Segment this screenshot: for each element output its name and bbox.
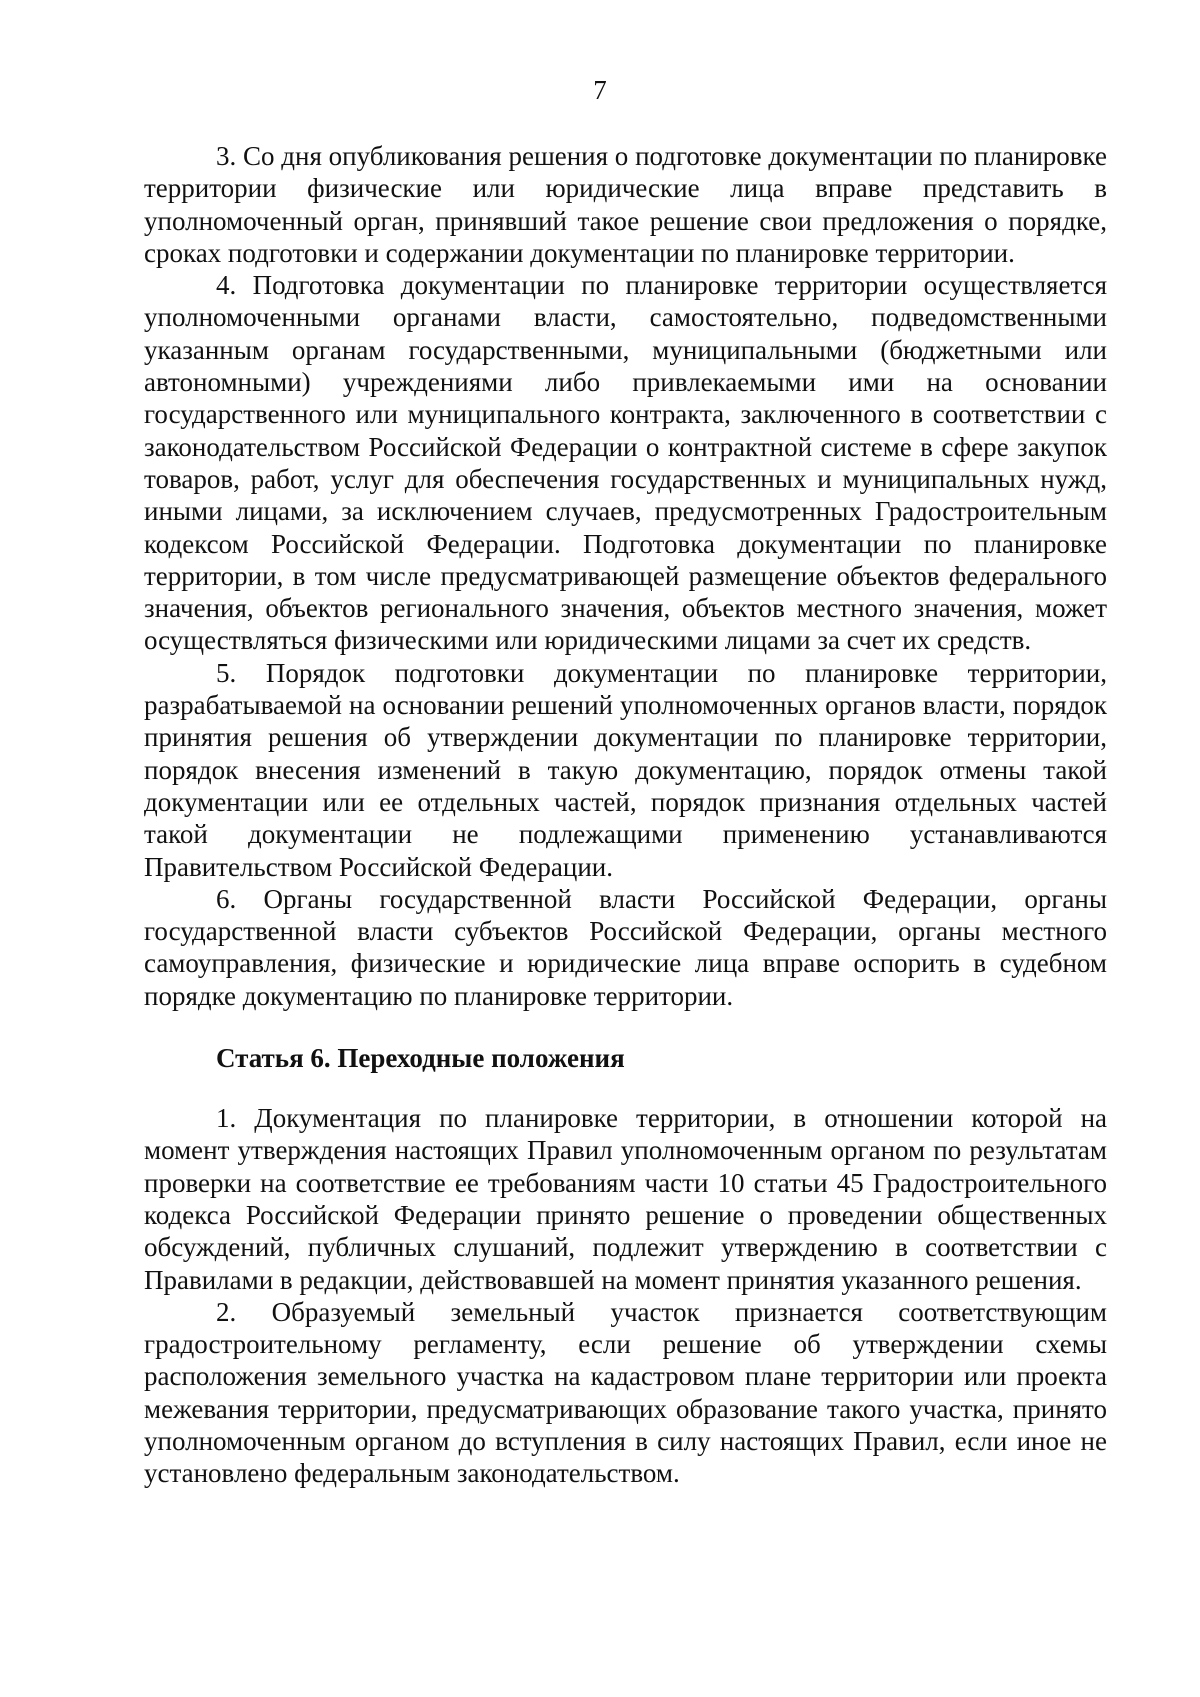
paragraph-item-4: 4. Подготовка документации по планировке территории осуществляется уполномоченными органами власти, самостоятельно, подведомственными указанным органам государственными, муниципальными (бюджетными или автономными) учреждениями либо привлекаемыми ими на основании государственного или муниципального контракта, заключенного в соответствии с законодательством Российской Федерации о контрактной системе в сфере закупок товаров, работ, услуг для обеспечения государственных и муниципальных нужд, иными лицами, за исключением случаев, предусмотренных Градостроительным кодексом Российской Федерации. Подготовка документации по планировке территории, в том числе предусматривающей размещение объектов федерального значения, объектов регионального значения, объектов местного значения, может осуществляться физическими или юридическими лицами за счет их средств. bbox=[144, 270, 1107, 656]
document-body bbox=[144, 140, 1107, 1490]
paragraph-item-6: 6. Органы государственной власти Российской Федерации, органы государственной власти субъектов Российской Федерации, органы местного самоуправления, физические и юридические лица вправе оспорить в судебном порядке документацию по планировке территории. bbox=[144, 883, 1107, 1011]
paragraph-item-3: 3. Со дня опубликования решения о подготовке документации по планировке территории физические или юридические лица вправе представить в уполномоченный орган, принявший такое решение свои предложения о порядке, сроках подготовки и содержании документации по планировке территории. bbox=[144, 141, 1107, 268]
article-heading: Статья 6. Переходные положения bbox=[216, 1043, 625, 1074]
paragraph-transitional-1: 1. Документация по планировке территории, в отношении которой на момент утверждения настоящих Правил уполномоченным органом по результатам проверки на соответствие ее требованиям части 10 статьи 45 Градостроительного кодекса Российской Федерации принято решение о проведении общественных обсуждений, публичных слушаний, подлежит утверждению в соответствии с Правилами в редакции, действовавшей на момент принятия указанного решения. bbox=[144, 1103, 1107, 1295]
page-number: 7 bbox=[593, 75, 607, 105]
paragraph-transitional-2: 2. Образуемый земельный участок признается соответствующим градостроительному регламенту, если решение об утверждении схемы расположения земельного участка на кадастровом плане территории или проекта межевания территории, предусматривающих образование такого участка, принято уполномоченным органом до вступления в силу настоящих Правил, если иное не установлено федеральным законодательством. bbox=[144, 1296, 1107, 1489]
paragraph-item-5: 5. Порядок подготовки документации по планировке территории, разрабатываемой на основании решений уполномоченных органов власти, порядок принятия решения об утверждении документации по планировке территории, порядок внесения изменений в такую документацию, порядок отмены такой документации или ее отдельных частей, порядок признания отдельных частей такой документации не подлежащими применению устанавливаются Правительством Российской Федерации. bbox=[144, 657, 1107, 882]
